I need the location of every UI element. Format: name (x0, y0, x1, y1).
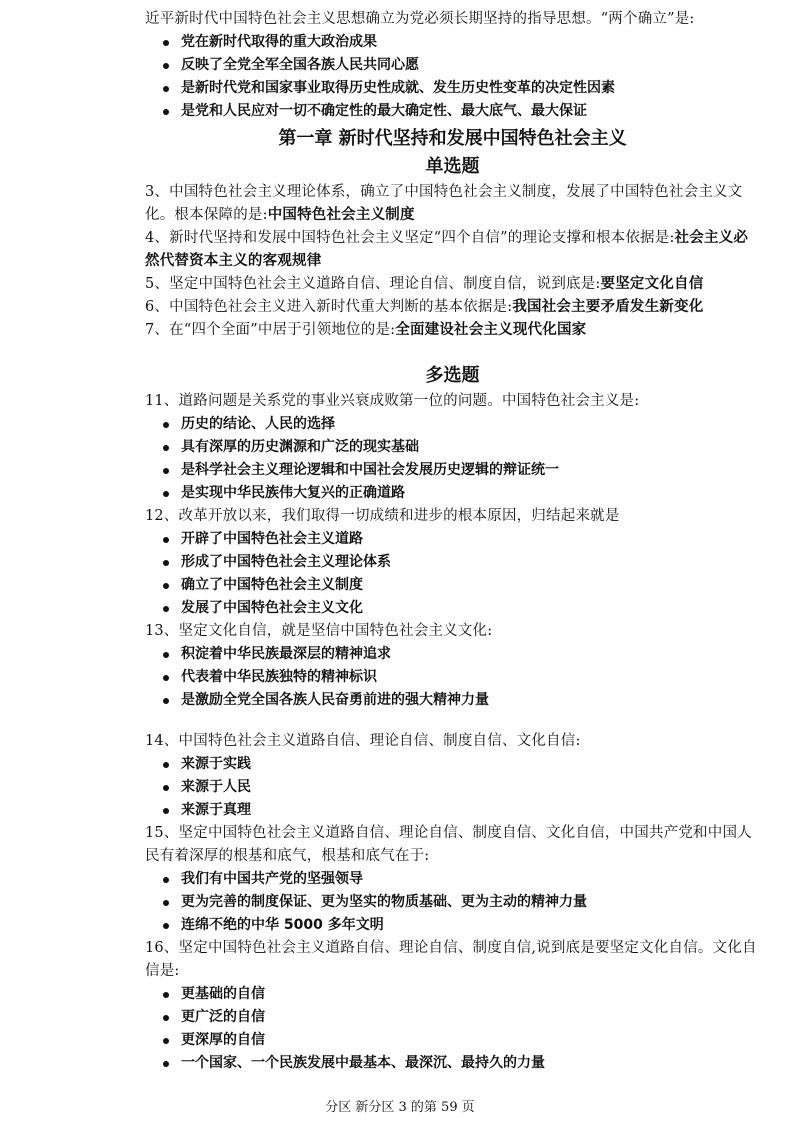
bullet-dot-icon (163, 560, 169, 566)
bullet-dot-icon (163, 86, 169, 92)
single-choice-item: 4、新时代坚持和发展中国特色社会主义坚定“四个自信”的理论支撑和根本依据是:社会主义必然代替资本主义的客观规律 (145, 230, 749, 269)
multi-choice-question: 14、中国特色社会主义道路自信、理论自信、制度自信、文化自信: (145, 733, 581, 749)
list-item: 是科学社会主义理论逻辑和中国社会发展历史逻辑的辩证统一 (145, 459, 760, 482)
single-choice-heading: 单选题 (425, 156, 480, 177)
single-choice-item: 6、中国特色社会主义进入新时代重大判断的基本依据是:我国社会主要矛盾发生新变化 (145, 299, 704, 315)
list-item: 具有深厚的历史渊源和广泛的现实基础 (145, 436, 760, 459)
bullet-dot-icon (163, 109, 169, 115)
bullet-dot-icon (163, 491, 169, 497)
multi-choice-options (145, 413, 760, 505)
bullet-dot-icon (163, 468, 169, 474)
bullet-dot-icon (163, 923, 169, 929)
list-item: 是实现中华民族伟大复兴的正确道路 (145, 482, 760, 505)
list-item: 开辟了中国特色社会主义道路 (145, 528, 760, 551)
list-item: 历史的结论、人民的选择 (145, 413, 760, 436)
chapter-title: 第一章 新时代坚持和发展中国特色社会主义 (278, 128, 627, 149)
bullet-dot-icon (163, 63, 169, 69)
list-item: 是党和人民应对一切不确定性的最大确定性、最大底气、最大保证 (145, 100, 760, 123)
bullet-dot-icon (163, 1038, 169, 1044)
bullet-dot-icon (163, 992, 169, 998)
page-content (145, 8, 760, 1075)
multi-choice-question: 15、坚定中国特色社会主义道路自信、理论自信、制度自信、文化自信，中国共产党和中国人民有着深厚的根基和底气，根基和底气在于: (145, 825, 752, 864)
list-item: 确立了中国特色社会主义制度 (145, 574, 760, 597)
list-item: 是激励全党全国各族人民奋勇前进的强大精神力量 (145, 689, 760, 712)
bullet-dot-icon (163, 606, 169, 612)
list-item: 我们有中国共产党的坚强领导 (145, 868, 760, 891)
bullet-dot-icon (163, 422, 169, 428)
list-item: 来源于人民 (145, 776, 760, 799)
answer-text: 要坚定文化自信 (600, 276, 704, 292)
list-item: 更广泛的自信 (145, 1006, 760, 1029)
multi-choice-options (145, 753, 760, 822)
answer-text: 社会主义必然代替资本主义的客观规律 (145, 230, 749, 269)
intro-bullet-list (145, 31, 760, 123)
list-item: 更基础的自信 (145, 983, 760, 1006)
bullet-dot-icon (163, 537, 169, 543)
multi-choice-options (145, 643, 760, 712)
multi-choice-question: 12、改革开放以来，我们取得一切成绩和进步的根本原因，归结起来就是 (145, 508, 620, 524)
bullet-dot-icon (163, 652, 169, 658)
list-item: 更为完善的制度保证、更为坚实的物质基础、更为主动的精神力量 (145, 891, 760, 914)
list-item: 反映了全党全军全国各族人民共同心愿 (145, 54, 760, 77)
single-choice-item: 3、中国特色社会主义理论体系，确立了中国特色社会主义制度，发展了中国特色社会主义文化。根本保障的是:中国特色社会主义制度 (145, 184, 743, 223)
page-footer: 分区 新分区 3 的第 59 页 (325, 1100, 475, 1115)
list-item: 一个国家、一个民族发展中最基本、最深沉、最持久的力量 (145, 1052, 760, 1075)
list-item: 代表着中华民族独特的精神标识 (145, 666, 760, 689)
list-item: 更深厚的自信 (145, 1029, 760, 1052)
multi-choice-question: 16、坚定中国特色社会主义道路自信、理论自信、制度自信,说到底是要坚定文化自信。文化自信是: (145, 940, 757, 979)
answer-text: 我国社会主要矛盾发生新变化 (512, 299, 704, 315)
list-item: 来源于实践 (145, 753, 760, 776)
bullet-dot-icon (163, 785, 169, 791)
intro-line: 近平新时代中国特色社会主义思想确立为党必须长期坚持的指导思想。“两个确立”是: (145, 11, 695, 27)
bullet-dot-icon (163, 675, 169, 681)
list-item: 连绵不绝的中华 5000 多年文明 (145, 914, 760, 937)
bullet-dot-icon (163, 40, 169, 46)
spacer (145, 342, 760, 362)
bullet-dot-icon (163, 808, 169, 814)
multi-choice-options (145, 983, 760, 1075)
bullet-dot-icon (163, 1015, 169, 1021)
list-item: 积淀着中华民族最深层的精神追求 (145, 643, 760, 666)
multi-choice-options (145, 528, 760, 620)
list-item: 党在新时代取得的重大政治成果 (145, 31, 760, 54)
multi-choice-options (145, 868, 760, 937)
list-item: 发展了中国特色社会主义文化 (145, 597, 760, 620)
single-choice-item: 5、坚定中国特色社会主义道路自信、理论自信、制度自信，说到底是:要坚定文化自信 (145, 276, 704, 292)
multi-choice-heading: 多选题 (425, 365, 480, 386)
bullet-dot-icon (163, 762, 169, 768)
bullet-dot-icon (163, 583, 169, 589)
bullet-dot-icon (163, 877, 169, 883)
spacer (145, 712, 760, 730)
list-item: 是新时代党和国家事业取得历史性成就、发生历史性变革的决定性因素 (145, 77, 760, 100)
single-choice-item: 7、在“四个全面”中居于引领地位的是:全面建设社会主义现代化国家 (145, 322, 587, 338)
bullet-dot-icon (163, 698, 169, 704)
bullet-dot-icon (163, 445, 169, 451)
list-item: 来源于真理 (145, 799, 760, 822)
bullet-dot-icon (163, 1061, 169, 1067)
multi-choice-question: 11、道路问题是关系党的事业兴衰成败第一位的问题。中国特色社会主义是: (145, 393, 640, 409)
list-item: 形成了中国特色社会主义理论体系 (145, 551, 760, 574)
answer-text: 全面建设社会主义现代化国家 (395, 322, 587, 338)
bullet-dot-icon (163, 900, 169, 906)
multi-choice-question: 13、坚定文化自信，就是坚信中国特色社会主义文化: (145, 623, 493, 639)
answer-text: 中国特色社会主义制度 (267, 207, 415, 223)
